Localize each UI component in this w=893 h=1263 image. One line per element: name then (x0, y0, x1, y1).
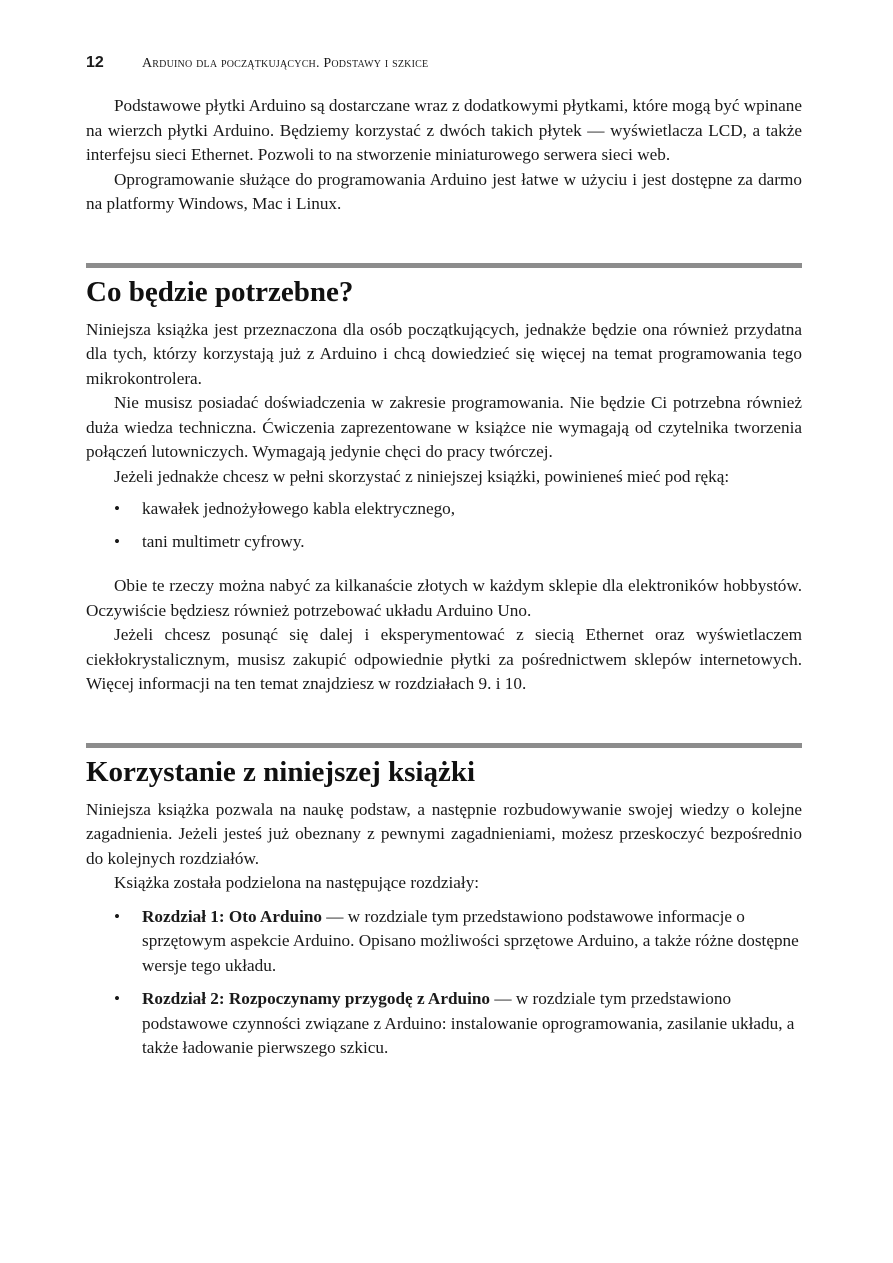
section-divider (86, 263, 802, 268)
list-item (86, 905, 802, 979)
section2-paragraph-1: Niniejsza książka pozwala na naukę podstaw, a następnie rozbudowywanie swojej wiedzy o kolejne zagadnienia. Jeżeli jesteś już obeznany z pewnymi zagadnieniami, możesz przeskoczyć bezpośrednio do kolejnych rozdziałów. (86, 799, 802, 868)
chapters-list (86, 905, 802, 1061)
section-heading: Co będzie potrzebne? (86, 275, 354, 308)
bullet-icon: • (114, 989, 121, 1008)
spacer (86, 562, 802, 574)
requirements-list (86, 497, 802, 554)
section1-paragraph-2: Nie musisz posiadać doświadczenia w zakresie programowania. Nie będzie Ci potrzebna również duża wiedza techniczna. Ćwiczenia zaprezentowane w książce nie wymagają od czytelnika tworzenia połączeń lutowniczych. Wymagają jedynie chęci do pracy twórczej. (86, 393, 802, 461)
list-item-text: kawałek jednożyłowego kabla elektrycznego, (142, 499, 456, 518)
list-item (86, 530, 802, 555)
running-head (86, 54, 802, 80)
list-item (86, 497, 802, 522)
page-number: 12 (86, 54, 104, 71)
section1-paragraph-4: Obie te rzeczy można nabyć za kilkanaście złotych w każdym sklepie dla elektroników hobbystów. Oczywiście będziesz również potrzebować układu Arduino Uno. (86, 576, 802, 620)
chapter-title: Rozdział 2: Rozpoczynamy przygodę z Arduino (142, 989, 491, 1008)
intro-paragraph-1: Podstawowe płytki Arduino są dostarczane wraz z dodatkowymi płytkami, które mogą być wpinane na wierzch płytki Arduino. Będziemy korzystać z dwóch takich płytek — wyświetlacza LCD, a także interfejsu sieci Ethernet. Pozwoli to na stworzenie miniaturowego serwera sieci web. (86, 96, 802, 164)
section-korzystanie (86, 743, 802, 1061)
section1-paragraph-1: Niniejsza książka jest przeznaczona dla osób początkujących, jednakże będzie ona również przydatna dla tych, którzy korzystają już z Arduino i chcą dowiedzieć się więcej na temat programowania tego mikrokontrolera. (86, 319, 802, 388)
chapter-description: — w rozdziale tym przedstawiono podstawowe czynności związane z Arduino: instalowanie oprogramowania, zasilanie układu, a także ładowanie pierwszego szkicu. (142, 989, 795, 1057)
list-item-text: tani multimetr cyfrowy. (142, 531, 305, 551)
bullet-icon: • (114, 499, 121, 518)
book-page (86, 54, 802, 1070)
section1-paragraph-3: Jeżeli jednakże chcesz w pełni skorzystać z niniejszej książki, powinieneś mieć pod ręką: (114, 466, 730, 486)
running-title: Arduino dla początkujących. Podstawy i szkice (142, 56, 429, 71)
intro-paragraph-2: Oprogramowanie służące do programowania Arduino jest łatwe w użyciu i jest dostępne za darmo na platformy Windows, Mac i Linux. (86, 169, 802, 213)
bullet-icon: • (114, 531, 121, 551)
list-item (86, 987, 802, 1061)
chapter-description: — w rozdziale tym przedstawiono podstawowe informacje o sprzętowym aspekcie Arduino. Opisano możliwości sprzętowe Arduino, a także różne dostępne wersje tego układu. (142, 906, 799, 975)
section2-paragraph-2: Książka została podzielona na następujące rozdziały: (114, 873, 480, 892)
section-divider (86, 743, 802, 748)
bullet-icon: • (114, 906, 121, 926)
chapter-title: Rozdział 1: Oto Arduino (142, 906, 322, 926)
section-co-bedzie-potrzebne (86, 263, 802, 697)
section1-paragraph-5: Jeżeli chcesz posunąć się dalej i eksperymentować z siecią Ethernet oraz wyświetlaczem ciekłokrystalicznym, musisz zakupić odpowiednie płytki za pośrednictwem sklepów internetowych. Więcej informacji na ten temat znajdziesz w rozdziałach 9. i 10. (86, 625, 802, 693)
section-heading: Korzystanie z niniejszej książki (86, 755, 476, 788)
